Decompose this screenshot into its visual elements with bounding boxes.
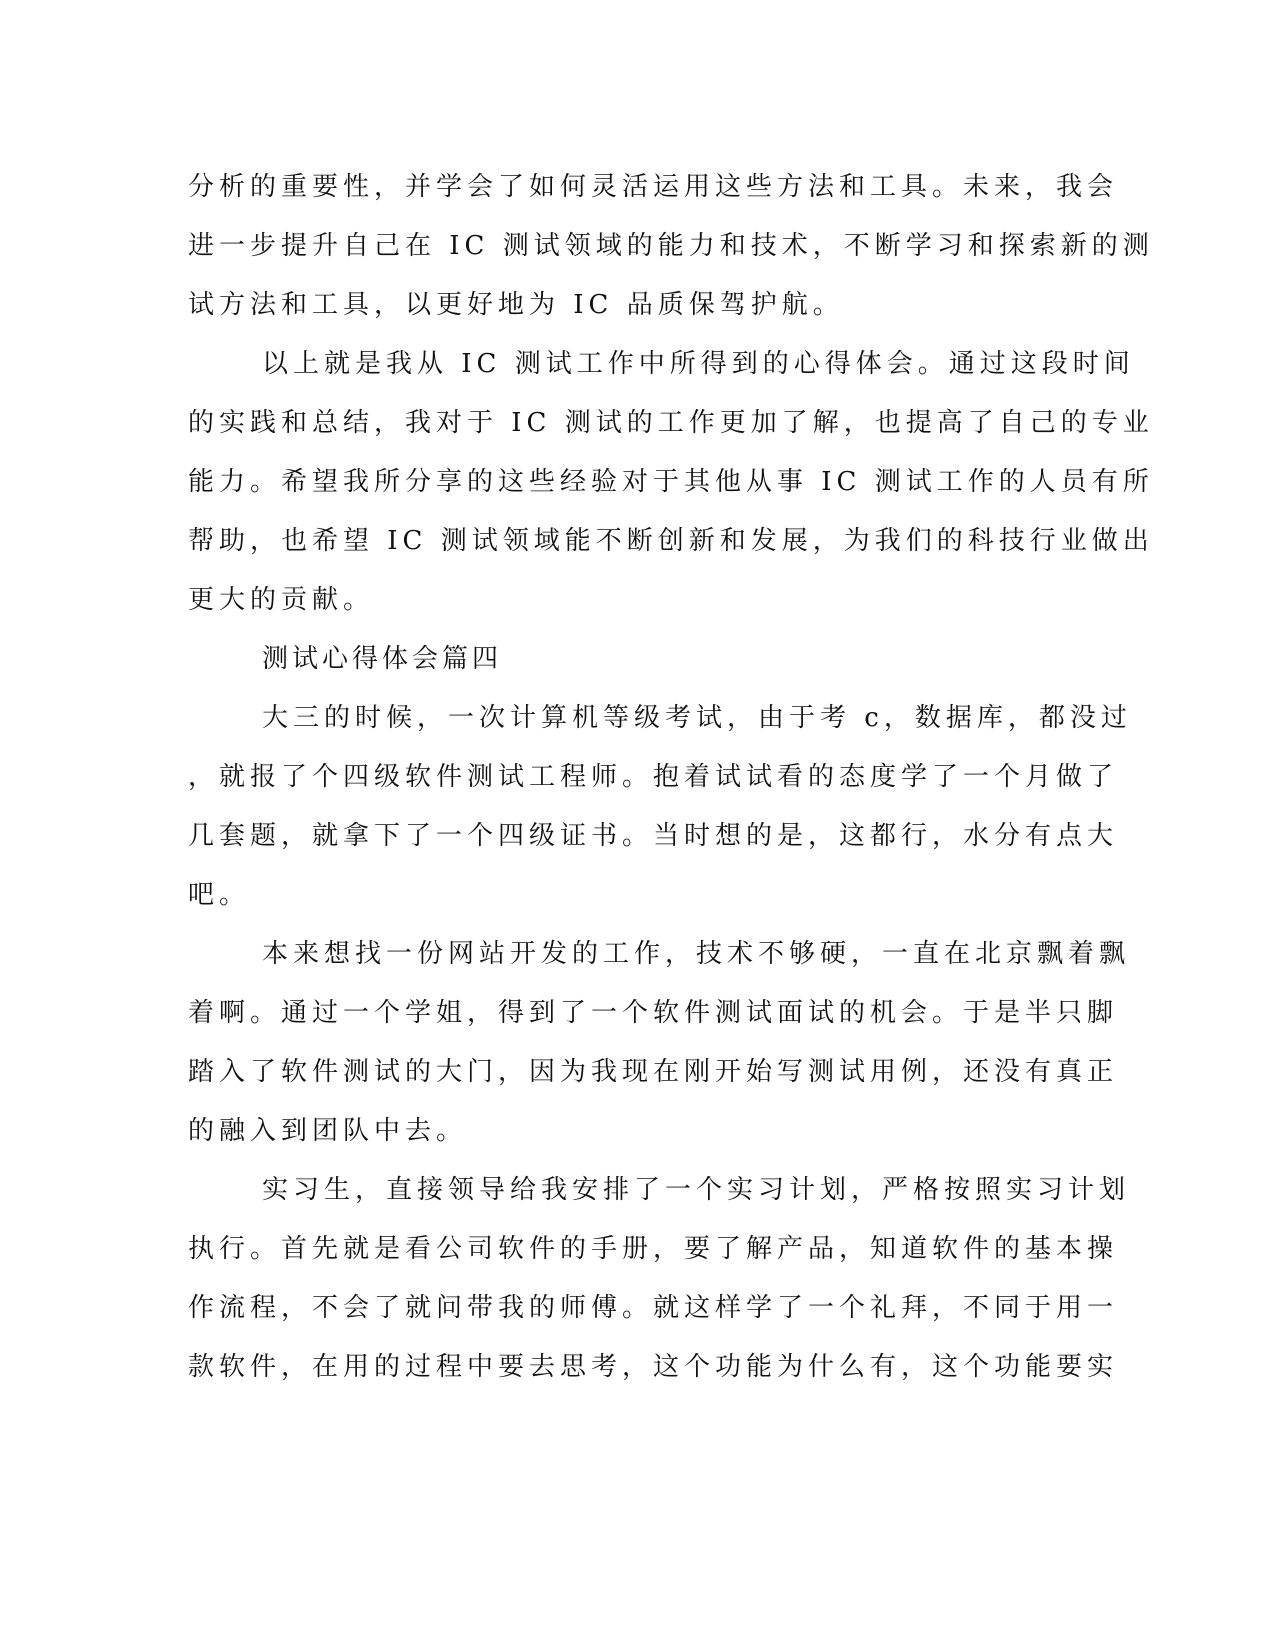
text-line: 踏入了软件测试的大门，因为我现在刚开始写测试用例，还没有真正 <box>188 1057 1119 1087</box>
text-line: 以上就是我从 IC 测试工作中所得到的心得体会。通过这段时间 <box>262 349 1135 379</box>
text-line: ，就报了个四级软件测试工程师。抱着试试看的态度学了一个月做了 <box>188 762 1119 792</box>
text-line: 执行。首先就是看公司软件的手册，要了解产品，知道软件的基本操 <box>188 1234 1119 1264</box>
text-line: 作流程，不会了就问带我的师傅。就这样学了一个礼拜，不同于用一 <box>188 1293 1119 1323</box>
section-heading: 测试心得体会篇四 <box>262 644 503 674</box>
text-line: 本来想找一份网站开发的工作，技术不够硬，一直在北京飘着飘 <box>262 939 1131 969</box>
text-line: 更大的贡献。 <box>188 585 375 615</box>
text-line: 试方法和工具，以更好地为 IC 品质保驾护航。 <box>188 290 844 320</box>
text-line: 的实践和总结，我对于 IC 测试的工作更加了解，也提高了自己的专业 <box>188 408 1154 438</box>
text-line: 进一步提升自己在 IC 测试领域的能力和技术，不断学习和探索新的测 <box>188 231 1154 261</box>
text-line: 款软件，在用的过程中要去思考，这个功能为什么有，这个功能要实 <box>188 1352 1119 1382</box>
text-line: 帮助，也希望 IC 测试领域能不断创新和发展，为我们的科技行业做出 <box>188 526 1154 556</box>
text-line: 大三的时候，一次计算机等级考试，由于考 c，数据库，都没过 <box>262 703 1132 733</box>
text-line: 着啊。通过一个学姐，得到了一个软件测试面试的机会。于是半只脚 <box>188 998 1119 1028</box>
text-line: 吧。 <box>188 880 251 910</box>
text-line: 分析的重要性，并学会了如何灵活运用这些方法和工具。未来，我会 <box>188 172 1119 202</box>
text-line: 几套题，就拿下了一个四级证书。当时想的是，这都行，水分有点大 <box>188 821 1119 851</box>
text-line: 能力。希望我所分享的这些经验对于其他从事 IC 测试工作的人员有所 <box>188 467 1154 497</box>
text-line: 实习生，直接领导给我安排了一个实习计划，严格按照实习计划 <box>262 1175 1131 1205</box>
text-line: 的融入到团队中去。 <box>188 1116 468 1146</box>
